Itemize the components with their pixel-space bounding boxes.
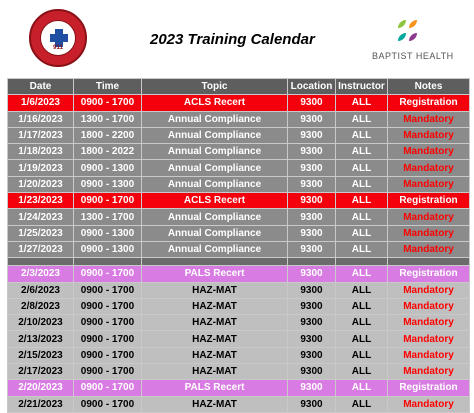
- cell-location: 9300: [288, 380, 336, 396]
- cell-notes: Mandatory: [388, 111, 470, 127]
- cell-date: 1/27/2023: [8, 241, 74, 257]
- cell-topic: PALS Recert: [142, 380, 288, 396]
- cell-topic: ACLS Recert: [142, 95, 288, 111]
- cell-instructor: ALL: [336, 266, 388, 282]
- cell-time: 0900 - 1300: [74, 225, 142, 241]
- cell-instructor: ALL: [336, 160, 388, 176]
- cell-instructor: ALL: [336, 225, 388, 241]
- training-table: [7, 78, 470, 413]
- cell-instructor: ALL: [336, 144, 388, 160]
- cell-location: 9300: [288, 144, 336, 160]
- table-row: [8, 209, 470, 225]
- table-row: [8, 160, 470, 176]
- cell-time: 0900 - 1700: [74, 396, 142, 412]
- cell-time: 0900 - 1700: [74, 298, 142, 314]
- cell-date: 2/13/2023: [8, 331, 74, 347]
- cell-date: 2/6/2023: [8, 282, 74, 298]
- cell-date: 2/17/2023: [8, 364, 74, 380]
- cell-location: 9300: [288, 127, 336, 143]
- table-row: [8, 315, 470, 331]
- table-row: [8, 127, 470, 143]
- cell-instructor: ALL: [336, 364, 388, 380]
- cell-topic: Annual Compliance: [142, 144, 288, 160]
- cell-notes: Mandatory: [388, 160, 470, 176]
- cell-location: 9300: [288, 225, 336, 241]
- cell-time: 0900 - 1300: [74, 160, 142, 176]
- table-row: [8, 176, 470, 192]
- cell-time: 1300 - 1700: [74, 209, 142, 225]
- table-row: [8, 396, 470, 412]
- table-row: [8, 380, 470, 396]
- cell-instructor: ALL: [336, 209, 388, 225]
- table-row: [8, 95, 470, 111]
- cell-instructor: ALL: [336, 315, 388, 331]
- cell-notes: Mandatory: [388, 298, 470, 314]
- cell-time: 0900 - 1300: [74, 176, 142, 192]
- cell-instructor: ALL: [336, 396, 388, 412]
- table-row: [8, 364, 470, 380]
- brand-name: BAPTIST HEALTH: [372, 51, 454, 61]
- cell-topic: Annual Compliance: [142, 176, 288, 192]
- cell-location: 9300: [288, 396, 336, 412]
- cell-topic: Annual Compliance: [142, 127, 288, 143]
- cell-topic: Annual Compliance: [142, 160, 288, 176]
- calendar-header: [0, 0, 474, 78]
- cell-date: 2/20/2023: [8, 380, 74, 396]
- cell-date: 2/8/2023: [8, 298, 74, 314]
- cell-time: 0900 - 1700: [74, 380, 142, 396]
- cell-topic: HAZ-MAT: [142, 347, 288, 363]
- cell-time: 0900 - 1700: [74, 331, 142, 347]
- cell-location: 9300: [288, 160, 336, 176]
- cell-time: 0900 - 1700: [74, 347, 142, 363]
- cell-date: 1/18/2023: [8, 144, 74, 160]
- cell-notes: Mandatory: [388, 364, 470, 380]
- cell-instructor: ALL: [336, 95, 388, 111]
- cell-location: 9300: [288, 193, 336, 209]
- cell-time: 0900 - 1700: [74, 95, 142, 111]
- cell-date: 1/24/2023: [8, 209, 74, 225]
- cell-instructor: ALL: [336, 127, 388, 143]
- cell-instructor: ALL: [336, 331, 388, 347]
- seal-text: 911: [53, 45, 63, 51]
- cell-time: 0900 - 1700: [74, 282, 142, 298]
- department-seal-icon: [29, 9, 87, 67]
- cell-date: 2/15/2023: [8, 347, 74, 363]
- cell-notes: Mandatory: [388, 144, 470, 160]
- cell-topic: Annual Compliance: [142, 225, 288, 241]
- table-row: [8, 282, 470, 298]
- cell-topic: ACLS Recert: [142, 193, 288, 209]
- cell-topic: HAZ-MAT: [142, 364, 288, 380]
- cell-instructor: ALL: [336, 111, 388, 127]
- cell-notes: Mandatory: [388, 176, 470, 192]
- cell-date: 1/25/2023: [8, 225, 74, 241]
- cell-topic: HAZ-MAT: [142, 315, 288, 331]
- cell-topic: Annual Compliance: [142, 241, 288, 257]
- cell-location: 9300: [288, 209, 336, 225]
- table-row: [8, 266, 470, 282]
- cell-topic: Annual Compliance: [142, 209, 288, 225]
- cell-notes: Registration: [388, 380, 470, 396]
- cell-location: 9300: [288, 364, 336, 380]
- table-row: [8, 193, 470, 209]
- cell-date: 1/17/2023: [8, 127, 74, 143]
- cell-time: 0900 - 1700: [74, 266, 142, 282]
- table-body: [8, 95, 470, 413]
- baptist-health-logo-icon: [398, 20, 420, 44]
- cell-date: 2/21/2023: [8, 396, 74, 412]
- cell-date: 1/20/2023: [8, 176, 74, 192]
- cell-location: 9300: [288, 266, 336, 282]
- cell-time: 0900 - 1700: [74, 315, 142, 331]
- column-header-instructor: Instructor: [336, 79, 388, 95]
- cell-notes: Mandatory: [388, 347, 470, 363]
- cell-location: 9300: [288, 176, 336, 192]
- cell-location: 9300: [288, 347, 336, 363]
- cell-notes: Mandatory: [388, 127, 470, 143]
- page-title: 2023 Training Calendar: [150, 31, 315, 48]
- cell-location: 9300: [288, 282, 336, 298]
- column-header-notes: Notes: [388, 79, 470, 95]
- cell-date: 2/3/2023: [8, 266, 74, 282]
- cell-topic: HAZ-MAT: [142, 298, 288, 314]
- cell-notes: Mandatory: [388, 282, 470, 298]
- cell-date: 1/16/2023: [8, 111, 74, 127]
- cell-time: 1800 - 2022: [74, 144, 142, 160]
- cell-notes: Mandatory: [388, 225, 470, 241]
- cell-notes: Mandatory: [388, 331, 470, 347]
- column-header-date: Date: [8, 79, 74, 95]
- cell-time: 0900 - 1700: [74, 193, 142, 209]
- cell-instructor: ALL: [336, 241, 388, 257]
- table-row: [8, 347, 470, 363]
- column-header-topic: Topic: [142, 79, 288, 95]
- cell-topic: PALS Recert: [142, 266, 288, 282]
- cell-time: 0900 - 1700: [74, 364, 142, 380]
- table-row: [8, 331, 470, 347]
- column-header-time: Time: [74, 79, 142, 95]
- cell-location: 9300: [288, 95, 336, 111]
- table-row: [8, 225, 470, 241]
- table-row: [8, 144, 470, 160]
- cell-location: 9300: [288, 298, 336, 314]
- cell-notes: Mandatory: [388, 241, 470, 257]
- cell-topic: HAZ-MAT: [142, 331, 288, 347]
- cell-date: 1/6/2023: [8, 95, 74, 111]
- cell-time: 1800 - 2200: [74, 127, 142, 143]
- table-row: [8, 241, 470, 257]
- cell-notes: Mandatory: [388, 396, 470, 412]
- table-row: [8, 298, 470, 314]
- cell-location: 9300: [288, 331, 336, 347]
- cell-instructor: ALL: [336, 298, 388, 314]
- cell-instructor: ALL: [336, 347, 388, 363]
- cell-instructor: ALL: [336, 380, 388, 396]
- cell-time: 0900 - 1300: [74, 241, 142, 257]
- cell-location: 9300: [288, 315, 336, 331]
- cell-notes: Mandatory: [388, 209, 470, 225]
- cell-time: 1300 - 1700: [74, 111, 142, 127]
- cell-notes: Registration: [388, 266, 470, 282]
- table-row: [8, 111, 470, 127]
- table-header-row: [8, 79, 470, 95]
- cell-instructor: ALL: [336, 193, 388, 209]
- cell-instructor: ALL: [336, 282, 388, 298]
- cell-location: 9300: [288, 111, 336, 127]
- column-header-location: Location: [288, 79, 336, 95]
- cell-topic: HAZ-MAT: [142, 396, 288, 412]
- cell-date: 1/23/2023: [8, 193, 74, 209]
- cell-location: 9300: [288, 241, 336, 257]
- cell-notes: Registration: [388, 193, 470, 209]
- cell-notes: Mandatory: [388, 315, 470, 331]
- cell-date: 2/10/2023: [8, 315, 74, 331]
- table-separator-row: [8, 258, 470, 266]
- cell-topic: Annual Compliance: [142, 111, 288, 127]
- cell-topic: HAZ-MAT: [142, 282, 288, 298]
- cell-date: 1/19/2023: [8, 160, 74, 176]
- cell-notes: Registration: [388, 95, 470, 111]
- cell-instructor: ALL: [336, 176, 388, 192]
